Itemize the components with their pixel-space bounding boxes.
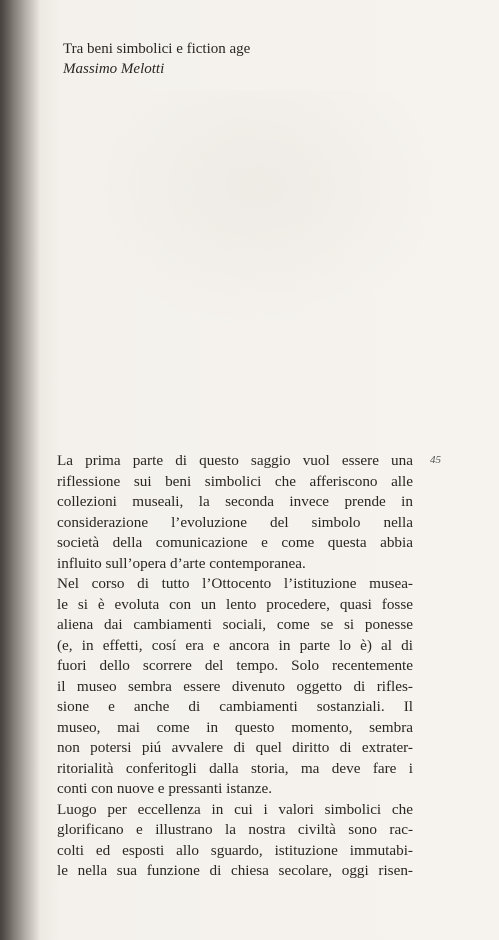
text-line: le si è evoluta con un lento procedere, quasi fosse bbox=[57, 595, 413, 613]
text-line: collezioni museali, la seconda invece prende in bbox=[57, 493, 413, 510]
text-line: influito sull’opera d’arte contemporanea. bbox=[57, 554, 306, 572]
text-line: aliena dai cambiamenti sociali, come se si ponesse bbox=[57, 616, 413, 633]
text-line: museo, mai come in questo momento, sembra bbox=[57, 718, 413, 736]
text-line: Luogo per eccellenza in cui i valori simbolici che bbox=[57, 800, 413, 818]
text-line: considerazione l’evoluzione del simbolo nella bbox=[57, 513, 413, 531]
text-line: sione e anche di cambiamenti sostanziali. Il bbox=[57, 698, 413, 715]
text-line: società della comunicazione e come questa abbia bbox=[57, 534, 413, 551]
text-line: il museo sembra essere divenuto oggetto di rifles- bbox=[57, 677, 413, 695]
text-line: non potersi piú avvalere di quel diritto di extrater- bbox=[57, 739, 413, 756]
chapter-title: Tra beni simbolici e fiction age bbox=[63, 41, 251, 57]
show-through-bleed bbox=[80, 90, 440, 330]
text-line: colti ed esposti allo sguardo, istituzione immutabi- bbox=[57, 841, 413, 859]
text-line: le nella sua funzione di chiesa secolare, oggi risen- bbox=[57, 862, 413, 879]
binding-shadow bbox=[0, 0, 40, 940]
text-line: riflessione sui beni simbolici che afferiscono alle bbox=[57, 472, 413, 490]
text-line: conti con nuove e pressanti istanze. bbox=[57, 780, 273, 797]
text-line: (e, in effetti, cosí era e ancora in parte lo è) al di bbox=[57, 636, 413, 654]
chapter-author: Massimo Melotti bbox=[63, 61, 165, 77]
text-line: glorificano e illustrano la nostra civiltà sono rac- bbox=[57, 821, 413, 838]
text-line: Nel corso di tutto l’Ottocento l’istituzione musea- bbox=[57, 575, 413, 592]
body-text bbox=[57, 451, 413, 882]
text-line: La prima parte di questo saggio vuol essere una bbox=[57, 452, 413, 469]
text-line: fuori dello scorrere del tempo. Solo recentemente bbox=[57, 657, 413, 674]
page-number: 45 bbox=[430, 454, 441, 466]
text-line: ritorialità conferitogli dalla storia, ma deve fare i bbox=[57, 759, 413, 777]
